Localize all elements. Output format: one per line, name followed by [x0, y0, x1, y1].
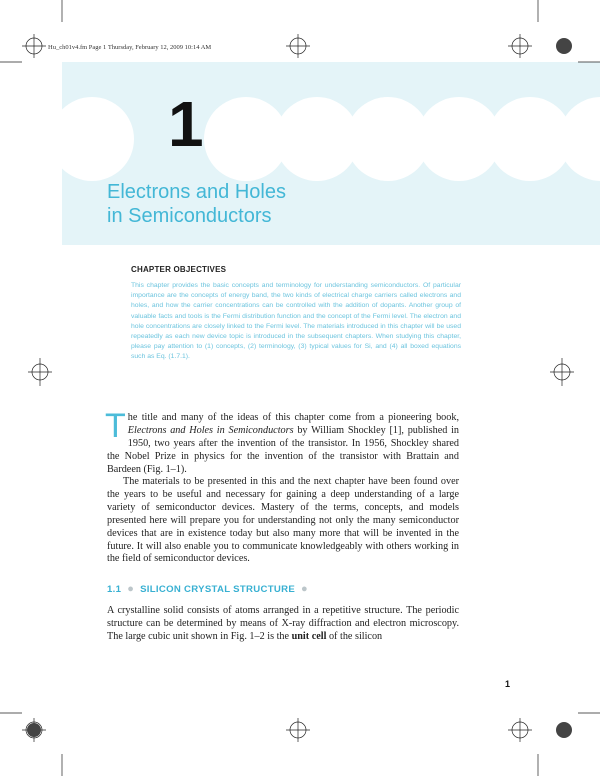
section-title: SILICON CRYSTAL STRUCTURE	[140, 584, 296, 595]
registration-mark-icon	[508, 718, 532, 742]
registration-dot-icon	[556, 722, 572, 738]
paragraph-crystal	[107, 605, 459, 644]
registration-dot-icon	[556, 38, 572, 54]
chapter-title-line1: Electrons and Holes	[107, 181, 286, 203]
chapter-title	[107, 180, 286, 228]
bullet-icon: ●	[300, 583, 308, 595]
registration-mark-icon	[550, 358, 574, 386]
section-heading	[107, 583, 308, 595]
registration-mark-icon	[508, 34, 532, 58]
registration-mark-icon	[22, 34, 46, 58]
registration-mark-icon	[28, 358, 52, 386]
intro-text-b: by William Shockley [1], published in 1950, two years after the invention of the transistor. In 1956, Shockley shared the Nobel Prize in physics for the invention of the transistor with Brattain and Bardeen (Fig. 1–1).	[107, 424, 460, 475]
registration-mark-icon	[286, 34, 310, 58]
crystal-text-b: of the silicon	[326, 630, 383, 642]
band-circle	[50, 97, 134, 181]
chapter-title-line2: in Semiconductors	[107, 205, 272, 227]
section-number: 1.1	[107, 584, 122, 595]
chapter-number: 1	[168, 88, 204, 160]
crystal-text-a: A crystalline solid consists of atoms arranged in a repetitive structure. The periodic structure can be determined by means of X-ray diffraction and electron microscopy. The large cubic unit shown in Fig. 1–2 is the	[107, 605, 459, 642]
registration-mark-icon	[286, 718, 310, 742]
objectives-heading: CHAPTER OBJECTIVES	[131, 265, 227, 274]
paragraph-intro	[105, 407, 460, 477]
paragraph-materials: The materials to be presented in this and the next chapter have been found over the years to be useful and necessary for gaining a deep understanding of a large variety of semiconductor devices. Mastery of the terms, concepts, and models presented here will prepare you for understanding not only the many semiconductor devices that are in existence today but also many more that will be invented in the future. It will also enable you to communicate knowledgeably with others working in the field of semiconductor devices.	[107, 476, 459, 565]
intro-text-a: he title and many of the ideas of this chapter come from a pioneering book,	[127, 412, 459, 423]
book-title: Electrons and Holes in Semiconductors	[127, 424, 294, 436]
page-number: 1	[505, 679, 511, 689]
registration-dot-icon	[27, 723, 41, 737]
band-circle	[559, 97, 600, 181]
term-unit-cell: unit cell	[291, 630, 327, 642]
objectives-text: This chapter provides the basic concepts and terminology for understanding semiconductors. Of particular importance are the concepts of energy band, the two kinds of electrical charge carriers called electrons and holes, and how the carrier concentrations can be controlled with the addition of dopants. Another group of valuable facts and tools is the Fermi distribution function and the concept of the Fermi level. The electron and hole concentrations are closely linked to the Fermi level. The materials introduced in this chapter will be used repeatedly as each new device topic is introduced in the subsequent chapters. When studying this chapter, please pay attention to (1) concepts, (2) terminology, (3) typical values for Si, and (4) all boxed equations such as Eq. (1.7.1).	[131, 282, 461, 361]
running-header: Hu_ch01v4.fm Page 1 Thursday, February 12, 2009 10:14 AM	[48, 44, 212, 51]
drop-cap: T	[105, 407, 126, 445]
bullet-icon: ●	[127, 583, 135, 595]
